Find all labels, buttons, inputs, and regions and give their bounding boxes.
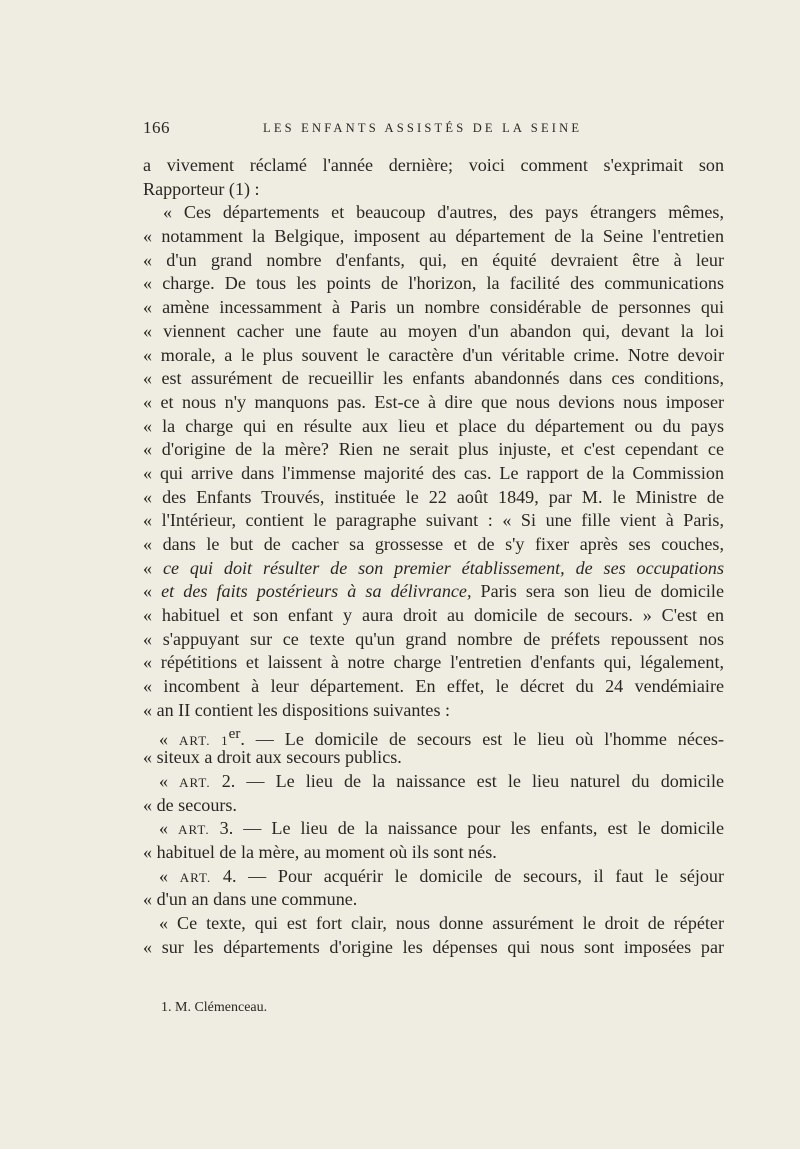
text-line: « des Enfants Trouvés, instituée le 22 août 1849, par M. le Ministre de <box>143 486 724 507</box>
quote-mark: « <box>159 728 179 749</box>
text-line <box>143 865 724 889</box>
text-line: « l'Intérieur, contient le paragraphe suivant : « Si une fille vient à Paris, <box>143 510 724 531</box>
text-line: « viennent cacher une faute au moyen d'un abandon qui, devant la loi <box>143 320 724 341</box>
text-line <box>143 723 724 747</box>
italic-quote: ce qui doit résulter de son premier établissement, de ses occupations <box>162 557 724 578</box>
text-line: « an II contient les dispositions suivantes : <box>143 699 451 720</box>
text-line: « et nous n'y manquons pas. Est-ce à dire que nous devions nous imposer <box>143 391 724 412</box>
text-segment: . — Le domicile de secours est le lieu où l'homme néces- <box>240 728 724 749</box>
text-line: « d'origine de la mère? Rien ne serait plus injuste, et c'est cependant ce <box>143 439 724 460</box>
text-line: « amène incessamment à Paris un nombre considérable de personnes qui <box>143 297 724 318</box>
text-line: « habituel de la mère, au moment où ils sont nés. <box>143 841 497 862</box>
text-line: « sur les départements d'origine les dépenses qui nous sont imposées par <box>143 936 724 957</box>
page-number: 166 <box>143 118 170 137</box>
text-segment: Paris sera son lieu de domicile <box>471 581 724 602</box>
text-line: « de secours. <box>143 794 237 815</box>
article-label: ART. 1 <box>178 732 229 748</box>
text-line: « d'un grand nombre d'enfants, qui, en équité devraient être à leur <box>143 249 724 270</box>
text-line: « d'un an dans une commune. <box>143 889 358 910</box>
running-title: LES ENFANTS ASSISTÉS DE LA SEINE <box>263 121 583 135</box>
text-line: « la charge qui en résulte aux lieu et place du département ou du pays <box>143 415 724 436</box>
text-segment: 4. — Pour acquérir le domicile de secours, il faut le séjour <box>211 865 724 886</box>
text-line: « répétitions et laissent à notre charge l'entretien d'enfants qui, légalement, <box>143 652 724 673</box>
body-text <box>143 154 724 959</box>
text-segment: 2. — Le lieu de la naissance est le lieu naturel du domicile <box>210 770 724 791</box>
text-line: « charge. De tous les points de l'horizon, la facilité des communications <box>143 273 724 294</box>
text-line <box>143 557 724 581</box>
text-line <box>143 770 724 794</box>
text-line: « incombent à leur département. En effet, le décret du 24 vendémiaire <box>143 676 724 697</box>
text-line: « s'appuyant sur ce texte qu'un grand nombre de préfets repoussent nos <box>143 628 724 649</box>
quote-mark: « <box>143 557 163 578</box>
text-line: « notamment la Belgique, imposent au département de la Seine l'entretien <box>143 226 724 247</box>
text-line: « Ce texte, qui est fort clair, nous donne assurément le droit de répéter <box>159 913 724 933</box>
text-line: « morale, a le plus souvent le caractère d'un véritable crime. Notre devoir <box>143 344 724 365</box>
text-line: a vivement réclamé l'année dernière; voici comment s'exprimait son <box>143 155 724 175</box>
footnote: 1. M. Clémenceau. <box>161 1000 268 1015</box>
text-line: « dans le but de cacher sa grossesse et de s'y fixer après ses couches, <box>143 534 724 554</box>
article-label: ART. <box>179 869 212 885</box>
quote-mark: « <box>159 818 179 839</box>
article-label: ART. <box>179 774 211 790</box>
text-line: Rapporteur (1) : <box>143 178 260 199</box>
text-line: « qui arrive dans l'immense majorité des cas. Le rapport de la Commission <box>143 462 724 483</box>
quote-mark: « <box>143 581 162 602</box>
text-line: « est assurément de recueillir les enfants abandonnés dans ces conditions, <box>143 368 724 389</box>
quote-mark: « <box>159 865 180 886</box>
article-label: ART. <box>178 822 210 838</box>
quote-mark: « <box>159 770 180 791</box>
text-line: « siteux a droit aux secours publics. <box>143 747 402 768</box>
italic-quote: et des faits postérieurs à sa délivrance, <box>161 581 472 602</box>
text-line <box>143 580 724 604</box>
text-line: « habituel et son enfant y aura droit au domicile de secours. » C'est en <box>143 605 724 626</box>
text-segment: 3. — Le lieu de la naissance pour les enfants, est le domicile <box>209 818 724 839</box>
text-line: « Ces départements et beaucoup d'autres, des pays étrangers mêmes, <box>163 202 724 223</box>
superscript: er <box>228 725 241 742</box>
text-line <box>143 817 724 841</box>
